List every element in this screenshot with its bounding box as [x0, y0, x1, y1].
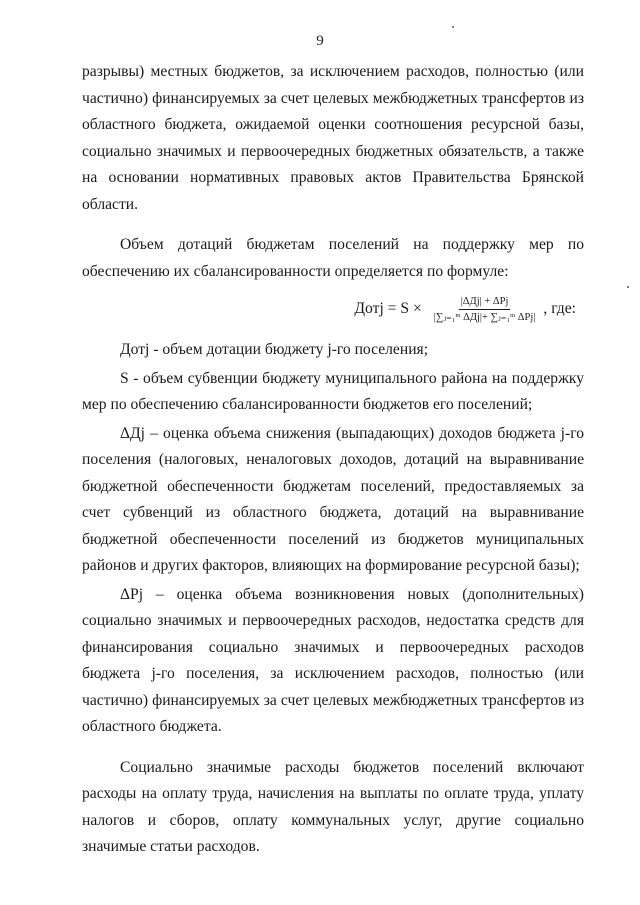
paragraph-continuation: разрывы) местных бюджетов, за исключением расходов, полностью (или частично) финансируемых за счет целевых межбюджетных трансфертов из областного бюджета, ожидаемой оценки соотношения ресурсной базы, социально значимых и первоочередных бюджетных обязательств, а также на основании нормативных правовых актов Правительства Брянской области. — [82, 63, 584, 213]
page-number: 9 — [316, 33, 324, 49]
subsidy-formula — [82, 285, 584, 333]
paragraph-subsidy-volume: Объем дотаций бюджетам поселений на поддержку мер по обеспечению их сбалансированности определяется по формуле: — [82, 236, 584, 280]
paragraph-social-expenses: Социально значимые расходы бюджетов поселений включают расходы на оплату труда, начисления на выплаты по оплате труда, уплату налогов и сборов, оплату коммунальных услуг, другие социально значимые статьи расходов. — [82, 758, 584, 855]
definition-dot: Дотj - объем дотации бюджету j-го поселения; — [120, 341, 429, 358]
formula-numerator: |ΔДj| + ΔPj — [459, 295, 511, 310]
formula-lhs: Дотj = S × — [354, 299, 422, 317]
definition-delta-d: ΔДj – оценка объема снижения (выпадающих) доходов бюджета j-го поселения (налоговых, неналоговых доходов, дотаций на выравнивание бюджетной обеспеченности бюджетам поселений, предоставляемых за счет субвенций из областного бюджета, дотаций на выравнивание бюджетной обеспеченности поселений из бюджетов муниципальных районов и других факторов, влияющих на формирование ресурсной базы); — [82, 424, 584, 574]
formula-fraction — [432, 295, 538, 324]
scan-speck — [627, 286, 629, 288]
formula-suffix: , где: — [543, 299, 576, 317]
definition-delta-p: ΔPj – оценка объема возникновения новых (дополнительных) социально значимых и первоочередных расходов, недостатка средств для финансирования социально значимых и первоочередных расходов бюджета j-го поселения, за исключением расходов, полностью (или частично) финансируемых за счет целевых межбюджетных трансфертов из областного бюджета. — [82, 585, 584, 735]
formula-denominator: |∑ⱼ₌₁ᵐ ΔДj|+ ∑ⱼ₌₁ᵐ ΔPj| — [433, 311, 536, 323]
document-body — [82, 59, 584, 861]
scan-speck — [452, 26, 454, 28]
definition-s: S - объем субвенции бюджету муниципального района на поддержку мер по обеспечению сбалансированности бюджетов его поселений; — [82, 369, 584, 413]
